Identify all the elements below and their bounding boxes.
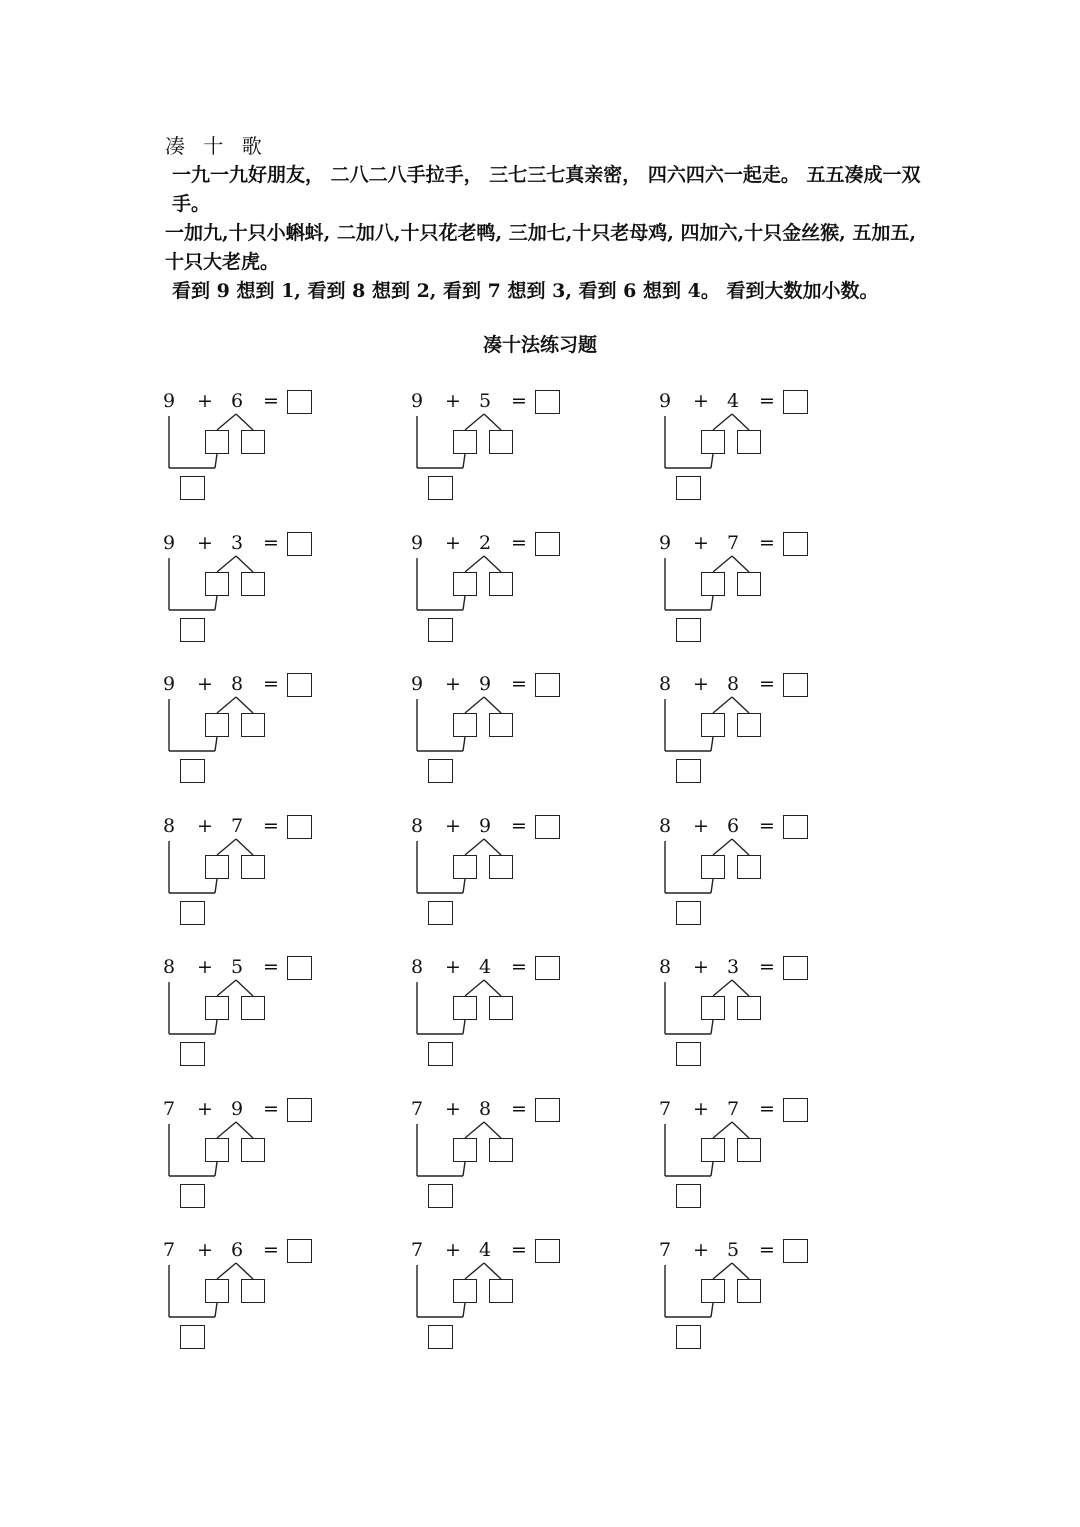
addend-b: 6 bbox=[231, 390, 244, 412]
addend-a: 9 bbox=[163, 390, 176, 412]
practice-problem bbox=[163, 815, 333, 940]
decomposition-lines bbox=[411, 532, 581, 657]
equals-sign: = bbox=[263, 390, 279, 412]
song-title: 凑 十 歌 bbox=[165, 134, 268, 158]
addend-b: 8 bbox=[231, 673, 244, 695]
practice-problem bbox=[411, 1239, 581, 1364]
addend-b: 4 bbox=[479, 1239, 492, 1261]
decomposition-lines bbox=[411, 1098, 581, 1223]
decomposition-lines bbox=[659, 1239, 829, 1364]
equals-sign: = bbox=[511, 1098, 527, 1120]
plus-sign: + bbox=[693, 532, 709, 554]
addend-a: 9 bbox=[659, 390, 672, 412]
equals-sign: = bbox=[511, 815, 527, 837]
addend-a: 9 bbox=[411, 673, 424, 695]
decomposition-lines bbox=[411, 1239, 581, 1364]
decomposition-lines bbox=[411, 673, 581, 798]
addend-b: 7 bbox=[231, 815, 244, 837]
practice-problem bbox=[659, 673, 829, 798]
equals-sign: = bbox=[759, 532, 775, 554]
decomposition-lines bbox=[163, 673, 333, 798]
equals-sign: = bbox=[759, 956, 775, 978]
plus-sign: + bbox=[197, 1239, 213, 1261]
addend-b: 4 bbox=[727, 390, 740, 412]
practice-problem bbox=[163, 1239, 333, 1364]
plus-sign: + bbox=[693, 1239, 709, 1261]
decomposition-lines bbox=[659, 815, 829, 940]
addend-b: 5 bbox=[231, 956, 244, 978]
addend-b: 5 bbox=[479, 390, 492, 412]
equals-sign: = bbox=[263, 815, 279, 837]
plus-sign: + bbox=[445, 390, 461, 412]
practice-problem bbox=[163, 390, 333, 515]
equals-sign: = bbox=[759, 1239, 775, 1261]
decomposition-lines bbox=[411, 956, 581, 1081]
decomposition-lines bbox=[163, 956, 333, 1081]
plus-sign: + bbox=[197, 1098, 213, 1120]
addend-b: 7 bbox=[727, 1098, 740, 1120]
plus-sign: + bbox=[693, 390, 709, 412]
decomposition-lines bbox=[163, 815, 333, 940]
addend-b: 3 bbox=[727, 956, 740, 978]
practice-title: 凑十法练习题 bbox=[482, 334, 597, 356]
practice-problem bbox=[659, 815, 829, 940]
song-line-2: 一加九,十只小蝌蚪, 二加八,十只花老鸭, 三加七,十只老母鸡, 四加六,十只金丝猴, 五加五,十只大老虎。 bbox=[165, 222, 916, 273]
decomposition-lines bbox=[659, 532, 829, 657]
addend-b: 6 bbox=[231, 1239, 244, 1261]
plus-sign: + bbox=[445, 1239, 461, 1261]
addend-a: 9 bbox=[411, 532, 424, 554]
addend-a: 8 bbox=[163, 815, 176, 837]
addend-a: 7 bbox=[659, 1239, 672, 1261]
addend-a: 7 bbox=[163, 1239, 176, 1261]
addend-b: 9 bbox=[479, 815, 492, 837]
addend-a: 8 bbox=[659, 815, 672, 837]
addend-b: 9 bbox=[231, 1098, 244, 1120]
decomposition-lines bbox=[163, 1098, 333, 1223]
plus-sign: + bbox=[693, 673, 709, 695]
decomposition-lines bbox=[659, 1098, 829, 1223]
plus-sign: + bbox=[693, 1098, 709, 1120]
addend-b: 8 bbox=[479, 1098, 492, 1120]
addend-a: 9 bbox=[163, 673, 176, 695]
decomposition-lines bbox=[163, 390, 333, 515]
addend-a: 8 bbox=[411, 815, 424, 837]
decomposition-lines bbox=[411, 815, 581, 940]
equals-sign: = bbox=[263, 1239, 279, 1261]
equals-sign: = bbox=[759, 1098, 775, 1120]
addend-a: 8 bbox=[411, 956, 424, 978]
practice-problem bbox=[163, 1098, 333, 1223]
equals-sign: = bbox=[759, 390, 775, 412]
plus-sign: + bbox=[693, 815, 709, 837]
decomposition-lines bbox=[659, 956, 829, 1081]
addend-a: 8 bbox=[163, 956, 176, 978]
plus-sign: + bbox=[445, 1098, 461, 1120]
plus-sign: + bbox=[197, 390, 213, 412]
addend-a: 7 bbox=[659, 1098, 672, 1120]
equals-sign: = bbox=[511, 673, 527, 695]
practice-problem bbox=[659, 390, 829, 515]
plus-sign: + bbox=[197, 815, 213, 837]
addend-a: 8 bbox=[659, 673, 672, 695]
practice-problem bbox=[411, 815, 581, 940]
decomposition-lines bbox=[659, 673, 829, 798]
decomposition-lines bbox=[163, 532, 333, 657]
addend-b: 8 bbox=[727, 673, 740, 695]
practice-problem bbox=[411, 1098, 581, 1223]
plus-sign: + bbox=[197, 673, 213, 695]
addend-b: 9 bbox=[479, 673, 492, 695]
practice-problem bbox=[659, 532, 829, 657]
equals-sign: = bbox=[263, 532, 279, 554]
practice-problem bbox=[411, 673, 581, 798]
equals-sign: = bbox=[759, 673, 775, 695]
practice-problem bbox=[163, 532, 333, 657]
equals-sign: = bbox=[263, 1098, 279, 1120]
practice-problem bbox=[659, 1098, 829, 1223]
song-line-1: 一九一九好朋友， 二八二八手拉手， 三七三七真亲密， 四六四六一起走。 五五凑成一双手。 bbox=[172, 164, 921, 215]
decomposition-lines bbox=[163, 1239, 333, 1364]
equals-sign: = bbox=[263, 673, 279, 695]
equals-sign: = bbox=[263, 956, 279, 978]
practice-problem bbox=[411, 532, 581, 657]
equals-sign: = bbox=[511, 956, 527, 978]
equals-sign: = bbox=[511, 1239, 527, 1261]
addend-b: 4 bbox=[479, 956, 492, 978]
addend-a: 9 bbox=[411, 390, 424, 412]
plus-sign: + bbox=[445, 673, 461, 695]
plus-sign: + bbox=[445, 815, 461, 837]
song-section bbox=[165, 132, 925, 306]
plus-sign: + bbox=[693, 956, 709, 978]
addend-b: 3 bbox=[231, 532, 244, 554]
equals-sign: = bbox=[511, 390, 527, 412]
plus-sign: + bbox=[197, 956, 213, 978]
decomposition-lines bbox=[411, 390, 581, 515]
practice-problem bbox=[163, 673, 333, 798]
equals-sign: = bbox=[511, 532, 527, 554]
practice-problem bbox=[163, 956, 333, 1081]
addend-a: 7 bbox=[411, 1239, 424, 1261]
addend-a: 9 bbox=[163, 532, 176, 554]
addend-b: 5 bbox=[727, 1239, 740, 1261]
plus-sign: + bbox=[445, 532, 461, 554]
addend-b: 6 bbox=[727, 815, 740, 837]
practice-problem bbox=[659, 1239, 829, 1364]
addend-b: 7 bbox=[727, 532, 740, 554]
addend-a: 8 bbox=[659, 956, 672, 978]
decomposition-lines bbox=[659, 390, 829, 515]
song-line-3: 看到 9 想到 1, 看到 8 想到 2, 看到 7 想到 3, 看到 6 想到 4。 看到大数加小数。 bbox=[172, 280, 879, 302]
equals-sign: = bbox=[759, 815, 775, 837]
practice-problem bbox=[659, 956, 829, 1081]
practice-problem bbox=[411, 390, 581, 515]
addend-a: 7 bbox=[411, 1098, 424, 1120]
addend-a: 7 bbox=[163, 1098, 176, 1120]
plus-sign: + bbox=[197, 532, 213, 554]
addend-b: 2 bbox=[479, 532, 492, 554]
plus-sign: + bbox=[445, 956, 461, 978]
addend-a: 9 bbox=[659, 532, 672, 554]
practice-problem bbox=[411, 956, 581, 1081]
